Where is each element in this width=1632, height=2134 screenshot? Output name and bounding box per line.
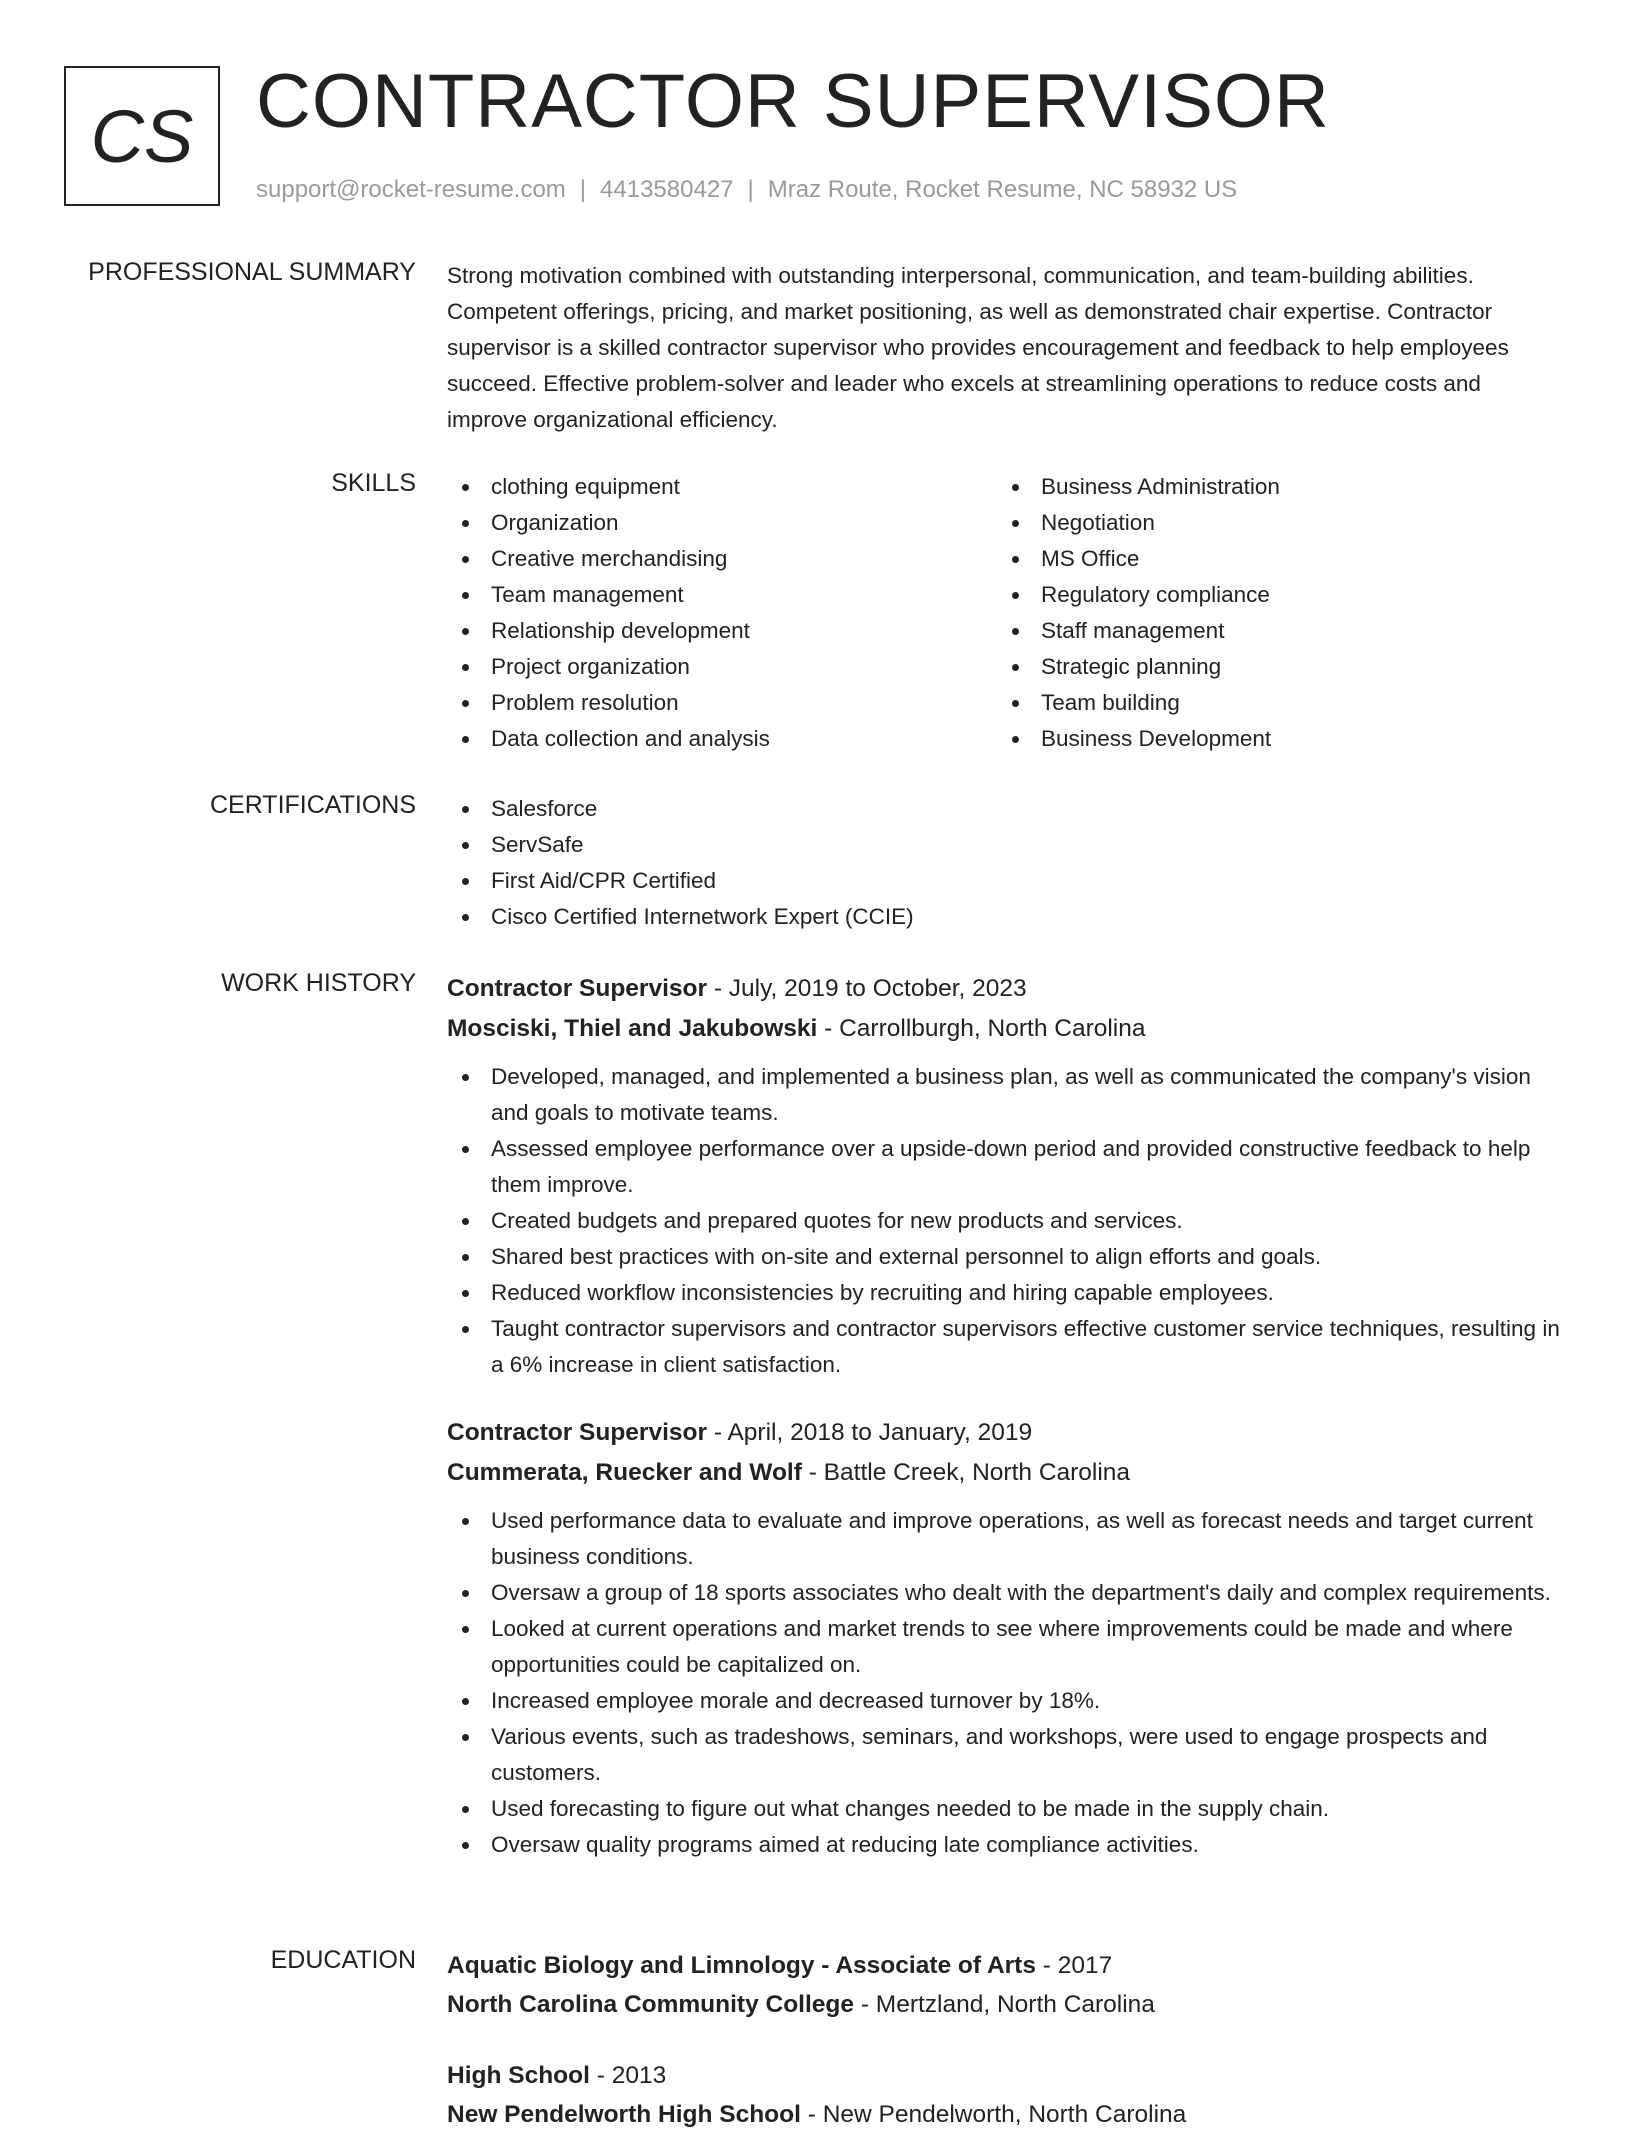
job-company: Cummerata, Ruecker and Wolf [447, 1459, 802, 1486]
job-title: Contractor Supervisor [447, 1419, 708, 1446]
education-entry [447, 2056, 1567, 2134]
list-item: Used forecasting to figure out what changes needed to be made in the supply chain. [447, 1791, 1567, 1827]
list-item: Staff management [997, 613, 1547, 649]
contact-separator: | [747, 176, 754, 203]
job-dates: - July, 2019 to October, 2023 [707, 975, 1027, 1002]
list-item: Data collection and analysis [447, 721, 997, 757]
list-item: Organization [447, 505, 997, 541]
list-item: First Aid/CPR Certified [447, 863, 1567, 899]
page-title: CONTRACTOR SUPERVISOR [256, 59, 1330, 144]
education-school-line [447, 1985, 1567, 2024]
contact-address: Mraz Route, Rocket Resume, NC 58932 US [767, 176, 1238, 203]
list-item: Project organization [447, 649, 997, 685]
list-item: Developed, managed, and implemented a business plan, as well as communicated the company's vision and goals to motivate teams. [447, 1059, 1567, 1131]
summary-text: Strong motivation combined with outstanding interpersonal, communication, and team-building abilities. Competent offerings, pricing, and market positioning, as well as demonstrated chair expertise. Contractor supervisor is a skilled contractor supervisor who provides encouragement and feedback to help employees succeed. Effective problem-solver and leader who excels at streamlining operations to reduce costs and improve organizational efficiency. [447, 263, 1509, 432]
education-school: North Carolina Community College [447, 1991, 855, 2018]
education-year: - 2017 [1035, 1952, 1113, 1979]
list-item: Cisco Certified Internetwork Expert (CCIE) [447, 899, 1567, 935]
list-item: Creative merchandising [447, 541, 997, 577]
summary-heading: PROFESSIONAL SUMMARY [88, 258, 416, 286]
certifications-heading: CERTIFICATIONS [209, 791, 416, 819]
list-item: Business Administration [997, 469, 1547, 505]
list-item: Reduced workflow inconsistencies by recruiting and hiring capable employees. [447, 1275, 1567, 1311]
list-item: Taught contractor supervisors and contractor supervisors effective customer service techniques, resulting in a 6% increase in client satisfaction. [447, 1311, 1567, 1383]
list-item: Assessed employee performance over a upside-down period and provided constructive feedback to help them improve. [447, 1131, 1567, 1203]
list-item: Relationship development [447, 613, 997, 649]
certifications-list [447, 791, 1567, 935]
contact-email[interactable]: support@rocket-resume.com [256, 176, 566, 203]
list-item: clothing equipment [447, 469, 997, 505]
job-title-line [447, 969, 1567, 1009]
list-item: Regulatory compliance [997, 577, 1547, 613]
list-item: MS Office [997, 541, 1547, 577]
skills-list-left [447, 469, 997, 757]
list-item: Created budgets and prepared quotes for new products and services. [447, 1203, 1567, 1239]
list-item: Looked at current operations and market trends to see where improvements could be made and where opportunities could be capitalized on. [447, 1611, 1567, 1683]
initials-monogram: CS [64, 66, 220, 206]
list-item: ServSafe [447, 827, 1567, 863]
list-item: Problem resolution [447, 685, 997, 721]
list-item: Shared best practices with on-site and external personnel to align efforts and goals. [447, 1239, 1567, 1275]
skills-heading: SKILLS [331, 469, 416, 497]
job-location: - Carrollburgh, North Carolina [817, 1015, 1146, 1042]
job-title: Contractor Supervisor [447, 975, 708, 1002]
education-entry [447, 1946, 1567, 2024]
education-degree-line [447, 1946, 1567, 1985]
job-location: - Battle Creek, North Carolina [801, 1459, 1131, 1486]
list-item: Strategic planning [997, 649, 1547, 685]
education-location: - New Pendelworth, North Carolina [800, 2101, 1187, 2128]
education-school: New Pendelworth High School [447, 2101, 801, 2128]
list-item: Team building [997, 685, 1547, 721]
education-year: - 2013 [589, 2062, 667, 2089]
job-company-line [447, 1453, 1567, 1493]
job-dates: - April, 2018 to January, 2019 [707, 1419, 1033, 1446]
job-bullets [447, 1503, 1567, 1863]
contact-line [256, 176, 1237, 204]
job-company: Mosciski, Thiel and Jakubowski [447, 1015, 818, 1042]
list-item: Team management [447, 577, 997, 613]
list-item: Increased employee morale and decreased turnover by 18%. [447, 1683, 1567, 1719]
list-item: Oversaw quality programs aimed at reducing late compliance activities. [447, 1827, 1567, 1863]
list-item: Business Development [997, 721, 1547, 757]
list-item: Various events, such as tradeshows, seminars, and workshops, were used to engage prospects and customers. [447, 1719, 1567, 1791]
education-school-line [447, 2095, 1567, 2134]
skills-list-right [997, 469, 1547, 757]
education-degree: Aquatic Biology and Limnology - Associate of Arts [447, 1952, 1036, 1979]
contact-separator: | [579, 176, 587, 203]
work-history-heading: WORK HISTORY [221, 969, 416, 997]
list-item: Salesforce [447, 791, 1567, 827]
contact-phone[interactable]: 4413580427 [600, 176, 734, 203]
list-item: Used performance data to evaluate and improve operations, as well as forecast needs and target current business conditions. [447, 1503, 1567, 1575]
job-title-line [447, 1413, 1567, 1453]
job-company-line [447, 1009, 1567, 1049]
job-entry [447, 1413, 1567, 1863]
education-location: - Mertzland, North Carolina [854, 1991, 1155, 2018]
list-item: Negotiation [997, 505, 1547, 541]
education-degree-line [447, 2056, 1567, 2095]
job-bullets [447, 1059, 1567, 1383]
education-degree: High School [447, 2062, 590, 2089]
job-entry [447, 969, 1567, 1383]
list-item: Oversaw a group of 18 sports associates who dealt with the department's daily and complex requirements. [447, 1575, 1567, 1611]
education-heading: EDUCATION [270, 1946, 416, 1974]
